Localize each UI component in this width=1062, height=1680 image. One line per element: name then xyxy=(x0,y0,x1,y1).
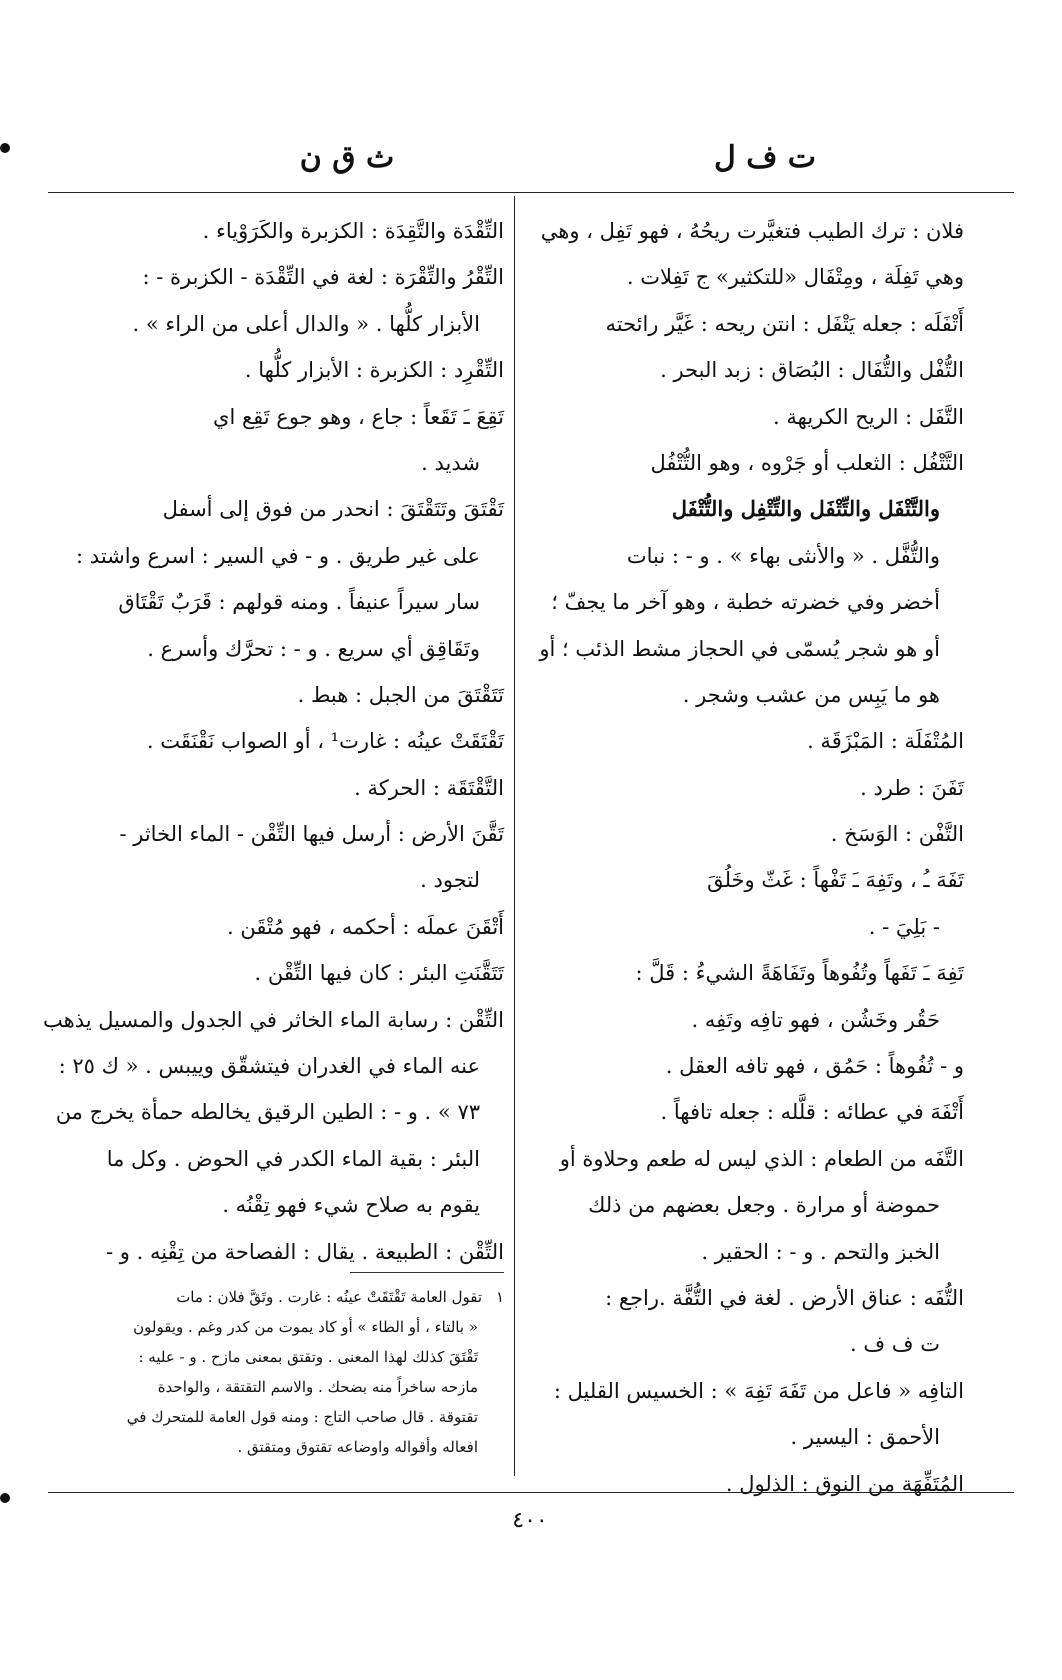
footnote-rule xyxy=(350,1272,504,1273)
entry-line: التُّفَه : عناق الأرض . لغة في التُّفَّة .راجع : xyxy=(605,1285,964,1310)
bottom-rule xyxy=(48,1492,1014,1493)
entry-line: يقوم به صلاح شيء فهو تِقْنُه . xyxy=(222,1193,480,1218)
entry-line: تَقْتَقَ وتَتَقْتَقَ : انحدر من فوق إلى أسفل xyxy=(162,497,504,522)
footnotes xyxy=(84,1282,504,1462)
top-rule xyxy=(48,192,1014,193)
entry-line: هو ما يَبِس من عشب وشجر . xyxy=(682,682,940,707)
footnote-line xyxy=(84,1372,504,1402)
entry-line: أخضر وفي خضرته خطبة ، وهو آخر ما يجفّ ؛ xyxy=(551,590,940,615)
entry-line: تَقِعَ ـَ تَقَعاً : جاع ، وهو جوع تَقِع اي xyxy=(213,404,504,429)
entry-line: حموضة أو مرارة . وجعل بعضهم من ذلك xyxy=(588,1193,940,1218)
entry-line: تَفَنَ : طرد . xyxy=(860,775,964,800)
entry-line: الأحمق : اليسير . xyxy=(790,1425,940,1450)
entry-line: التِّقْدَة والتَّقِدَة : الكزبرة والكَرَوْياء . xyxy=(202,219,504,243)
header-root-right: ت ف ل xyxy=(713,140,817,175)
entry-line: التافِه « فاعل من تَفَهَ تَفِهَ » : الخسيس القليل : xyxy=(553,1378,964,1403)
entry-line: لتجود . xyxy=(420,868,480,893)
entry-line: عنه الماء في الغدران فيتشقّق وييبس . « ك ٢٥ : xyxy=(58,1054,480,1079)
page-number: ٤٠٠ xyxy=(512,1508,548,1533)
entry-line: فلان : ترك الطيب فتغيَّرت ريحُهُ ، فهو تَفِل ، وهي xyxy=(540,219,964,243)
entry-line: - بَلِيَ - . xyxy=(868,914,940,939)
footnote-line xyxy=(84,1282,504,1312)
entry-line: وهي تَفِلَة ، ومِتْفَال «للتكثير» ج تَفِلات . xyxy=(626,265,964,290)
header-root-left: ث ق ن xyxy=(299,140,395,175)
footnote-line xyxy=(84,1342,504,1372)
edge-mark-top xyxy=(0,143,10,153)
footnote-text: تقول العامة تَقْتَقَتْ عينُه : غارت . وتَقَّ فلان : مات xyxy=(176,1288,482,1306)
entry-line: ٧٣ » . و - : الطين الرقيق يخالطه حمأة يخرج من xyxy=(55,1100,480,1125)
entry-line: شديد . xyxy=(421,450,480,475)
footnote-line xyxy=(84,1402,504,1432)
entry-line: سار سيراً عنيفاً . ومنه قولهم : قَرَبٌ تَقْتَاق xyxy=(118,590,480,615)
entry-line: التَّفَل : الريح الكريهة . xyxy=(773,404,964,429)
right-column xyxy=(524,208,964,1507)
entry-line: التَّتْفُل : الثعلب أو جَرْوه ، وهو التُّتْفُل xyxy=(650,450,964,475)
entry-line: التَّفَه من الطعام : الذي ليس له طعم وحلاوة أو xyxy=(559,1146,964,1171)
footnote-line xyxy=(84,1432,504,1462)
entry-line: الخبز والتحم . و - : الحقير . xyxy=(701,1239,940,1264)
entry-line: والتُّفَّل . « والأنثى بهاء » . و - : نبات xyxy=(626,543,940,568)
entry-line: حَقُر وخَشُن ، فهو تافِه وتَفِه . xyxy=(691,1007,940,1032)
entry-line: تَفِهَ ـَ تَفَهاً وتُفُوهاً وتَفَاهَةً الشيءُ : قَلَّ : xyxy=(635,961,964,986)
entry-line: أَتْفَهَ في عطائه : قلَّله : جعله تافهاً . xyxy=(660,1100,964,1125)
entry-line: والتَّتْفَل والتِّتْفَل والتِّتْفِل والتُّتْفَل xyxy=(671,496,940,522)
entry-line: التِّقْن : الطبيعة . يقال : الفصاحة من تِقْنِه . و - xyxy=(106,1239,504,1264)
footnote-text: « بالتاء ، أو الطاء » أو كاد يموت من كدر وغم . ويقولون xyxy=(133,1318,478,1336)
entry-line: على غير طريق . و - في السير : اسرع واشتد : xyxy=(76,543,480,568)
left-column xyxy=(43,208,504,1275)
entry-line: وتَقَاقِق أي سريع . و - : تحرَّك وأسرع . xyxy=(147,636,480,661)
entry-line: التَّفْن : الوَسَخ . xyxy=(830,822,964,847)
entry-line: تَقَّنَ الأرض : أرسل فيها التِّقْن - الماء الخاثر - xyxy=(119,822,504,847)
entry-line: البئر : بقية الماء الكدر في الحوض . وكل ما xyxy=(106,1146,480,1171)
footnote-text: تَقْتَقَ كذلك لهذا المعنى . وتقتق بمعنى مازح . و - عليه : xyxy=(138,1348,478,1366)
footnote-number: ١ xyxy=(495,1288,504,1306)
entry-line: التُّفْل والتُّفَال : البُصَاق : زبد البحر . xyxy=(660,358,964,383)
footnote-line xyxy=(84,1312,504,1342)
entry-line: و - تُفُوهاً : حَمُق ، فهو تافه العقل . xyxy=(665,1054,964,1079)
entry-line: المُتْفَلَة : المَبْزَقَة . xyxy=(807,729,964,754)
entry-line: التِّقْن : رسابة الماء الخاثر في الجدول والمسيل يذهب xyxy=(43,1007,504,1032)
entry-line: تَتَقْتَقَ من الجبل : هبط . xyxy=(297,682,504,707)
entry-line: أَتْقَنَ عملَه : أحكمه ، فهو مُتْقَن . xyxy=(227,914,504,939)
edge-mark-bottom xyxy=(0,1493,10,1503)
entry-line: أو هو شجر يُسمّى في الحجاز مشط الذئب ؛ أو xyxy=(539,636,940,661)
entry-line: ت ف ف . xyxy=(849,1332,940,1357)
footnote-text: افعاله وأقواله واوضاعه تقتوق ومتقتق . xyxy=(237,1438,478,1456)
footnote-text: تقتوقة . قال صاحب التاج : ومنه قول العامة للمتحرك في xyxy=(126,1408,478,1426)
entry-line: المُتَفِّهَة من النوق : الذلول . xyxy=(725,1471,964,1496)
footnote-text: مازحه ساخراً منه بضحك . والاسم التقتقة ، والواحدة xyxy=(157,1378,478,1396)
entry-line: التَّقْتَقَة : الحركة . xyxy=(354,775,504,800)
column-divider xyxy=(514,196,515,1476)
entry-line: الأبزار كلُّها . « والدال أعلى من الراء » . xyxy=(132,311,480,336)
entry-line: تَفَهَ ـُ ، وتَفِهَ ـَ تَفْهاً : غَثّ وخَلُقَ xyxy=(707,868,964,893)
entry-line: التِّقْرِد : الكزبرة : الأبزار كلُّها . xyxy=(244,358,504,383)
entry-line: تَتَقَّنَتِ البئر : كان فيها التِّقْن . xyxy=(254,961,504,986)
entry-line: أَتْفَلَه : جعله يَتْفَل : انتن ريحه : غَيَّر رائحته xyxy=(605,311,964,336)
entry-line: التِّقْرُ والتِّقْرَة : لغة في التِّقْدَة - الكزبرة - : xyxy=(142,265,504,290)
entry-line: تَقْتَقَتْ عينُه : غارت¹ ، أو الصواب نَقْنَقَت . xyxy=(146,729,504,754)
